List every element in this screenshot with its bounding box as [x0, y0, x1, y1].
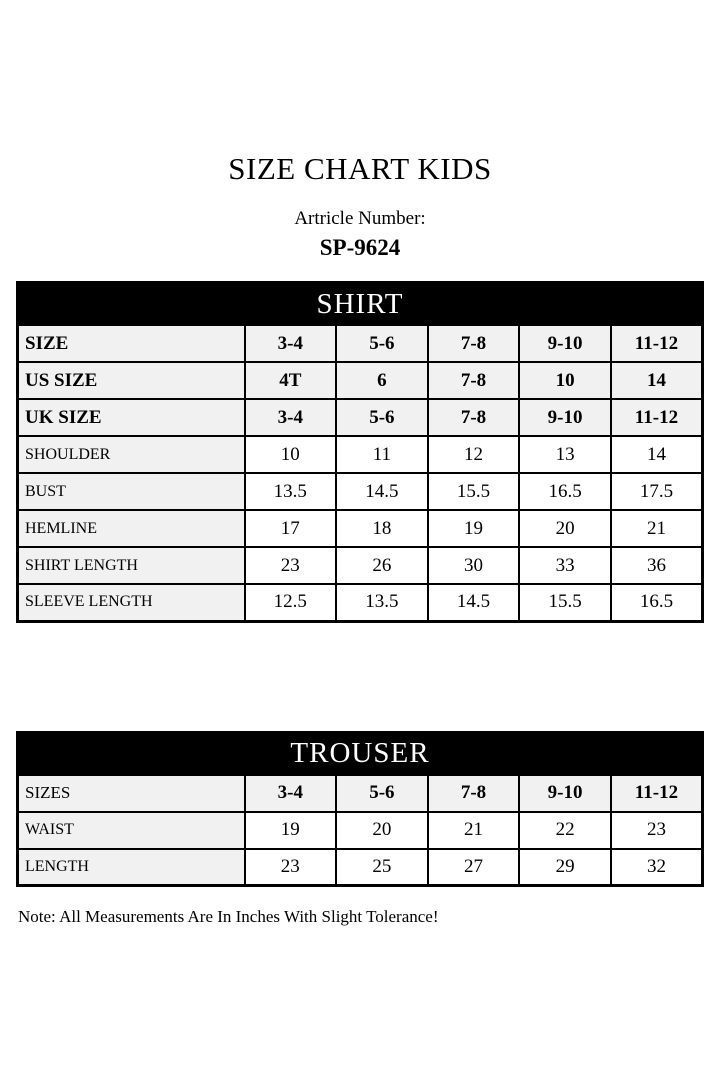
- value-cell: 33: [519, 547, 611, 584]
- value-cell: 11-12: [611, 325, 703, 362]
- table-row-shoulder: [18, 436, 703, 473]
- row-label-cell: SIZES: [18, 775, 245, 812]
- row-label-cell: BUST: [18, 473, 245, 510]
- table-row-hemline: [18, 510, 703, 547]
- value-cell: 13.5: [245, 473, 337, 510]
- measurements-note: Note: All Measurements Are In Inches With Slight Tolerance!: [18, 907, 439, 927]
- value-cell: 23: [245, 849, 337, 886]
- value-cell: 14: [611, 362, 703, 399]
- value-cell: 5-6: [336, 325, 428, 362]
- shirt-header-row: [18, 283, 703, 326]
- value-cell: 7-8: [428, 775, 520, 812]
- value-cell: 10: [519, 362, 611, 399]
- shirt-header-band: SHIRT: [18, 283, 703, 326]
- value-cell: 23: [611, 812, 703, 849]
- value-cell: 16.5: [519, 473, 611, 510]
- table-row-shirt-length: [18, 547, 703, 584]
- shirt-size-table: [16, 281, 704, 623]
- value-cell: 23: [245, 547, 337, 584]
- value-cell: 27: [428, 849, 520, 886]
- value-cell: 3-4: [245, 325, 337, 362]
- value-cell: 3-4: [245, 775, 337, 812]
- value-cell: 15.5: [519, 584, 611, 621]
- row-label-cell: SHOULDER: [18, 436, 245, 473]
- value-cell: 12: [428, 436, 520, 473]
- value-cell: 19: [245, 812, 337, 849]
- value-cell: 7-8: [428, 362, 520, 399]
- table-row-us-size: [18, 362, 703, 399]
- page-title: SIZE CHART KIDS: [228, 151, 492, 186]
- value-cell: 11-12: [611, 399, 703, 436]
- value-cell: 21: [611, 510, 703, 547]
- value-cell: 22: [519, 812, 611, 849]
- value-cell: 9-10: [519, 775, 611, 812]
- value-cell: 18: [336, 510, 428, 547]
- table-row-sizes: [18, 775, 703, 812]
- value-cell: 19: [428, 510, 520, 547]
- table-row-bust: [18, 473, 703, 510]
- value-cell: 11: [336, 436, 428, 473]
- value-cell: 5-6: [336, 775, 428, 812]
- value-cell: 16.5: [611, 584, 703, 621]
- value-cell: 25: [336, 849, 428, 886]
- value-cell: 17: [245, 510, 337, 547]
- table-row-size: [18, 325, 703, 362]
- row-label-cell: US SIZE: [18, 362, 245, 399]
- row-label-cell: UK SIZE: [18, 399, 245, 436]
- value-cell: 10: [245, 436, 337, 473]
- value-cell: 20: [336, 812, 428, 849]
- value-cell: 11-12: [611, 775, 703, 812]
- table-row-sleeve-length: [18, 584, 703, 621]
- table-row-uk-size: [18, 399, 703, 436]
- value-cell: 14.5: [336, 473, 428, 510]
- value-cell: 14: [611, 436, 703, 473]
- value-cell: 7-8: [428, 399, 520, 436]
- value-cell: 4T: [245, 362, 337, 399]
- value-cell: 9-10: [519, 399, 611, 436]
- value-cell: 13: [519, 436, 611, 473]
- value-cell: 29: [519, 849, 611, 886]
- value-cell: 32: [611, 849, 703, 886]
- value-cell: 14.5: [428, 584, 520, 621]
- value-cell: 26: [336, 547, 428, 584]
- article-number-value: SP-9624: [319, 234, 401, 260]
- value-cell: 9-10: [519, 325, 611, 362]
- value-cell: 13.5: [336, 584, 428, 621]
- value-cell: 21: [428, 812, 520, 849]
- trouser-size-table: [16, 731, 704, 888]
- value-cell: 12.5: [245, 584, 337, 621]
- row-label-cell: LENGTH: [18, 849, 245, 886]
- row-label-cell: HEMLINE: [18, 510, 245, 547]
- value-cell: 15.5: [428, 473, 520, 510]
- value-cell: 30: [428, 547, 520, 584]
- value-cell: 7-8: [428, 325, 520, 362]
- article-number-label: Artricle Number:: [294, 208, 426, 229]
- value-cell: 3-4: [245, 399, 337, 436]
- value-cell: 5-6: [336, 399, 428, 436]
- row-label-cell: WAIST: [18, 812, 245, 849]
- value-cell: 36: [611, 547, 703, 584]
- row-label-cell: SHIRT LENGTH: [18, 547, 245, 584]
- value-cell: 17.5: [611, 473, 703, 510]
- value-cell: 20: [519, 510, 611, 547]
- table-row-waist: [18, 812, 703, 849]
- row-label-cell: SIZE: [18, 325, 245, 362]
- row-label-cell: SLEEVE LENGTH: [18, 584, 245, 621]
- trouser-header-band: TROUSER: [18, 732, 703, 775]
- table-row-length: [18, 849, 703, 886]
- value-cell: 6: [336, 362, 428, 399]
- trouser-header-row: [18, 732, 703, 775]
